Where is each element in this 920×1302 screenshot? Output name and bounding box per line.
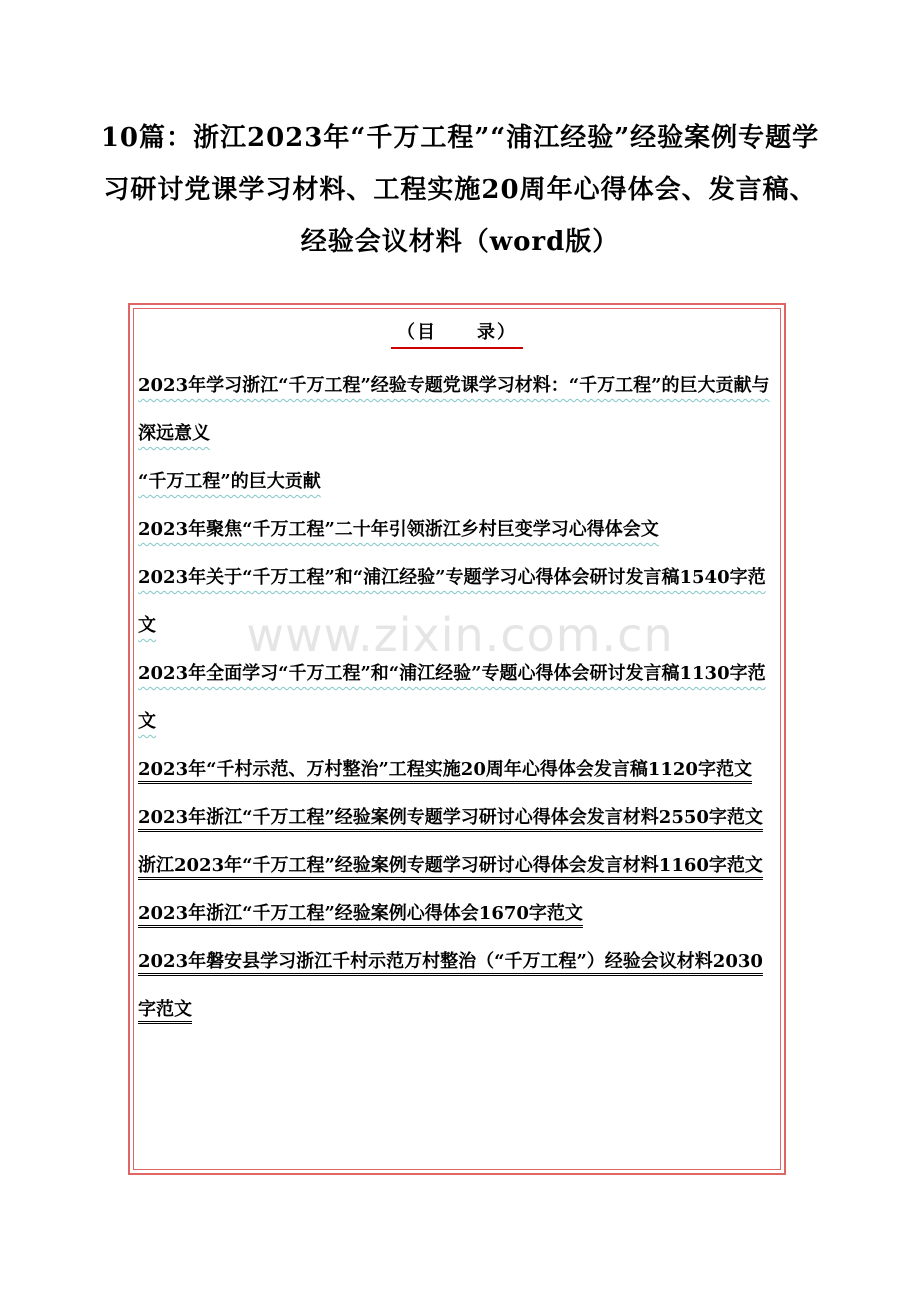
toc-item-6[interactable]: 2023年“千村示范、万村整治”工程实施20周年心得体会发言稿1120字范文 [138, 759, 752, 780]
toc-frame [128, 303, 786, 1175]
toc-heading [130, 319, 784, 349]
toc-heading-text: （目 录） [391, 319, 523, 349]
toc-item-5[interactable]: 2023年全面学习“千万工程”和“浦江经验”专题心得体会研讨发言稿1130字范文 [138, 663, 766, 732]
toc-list [138, 362, 780, 1034]
toc-item-3[interactable]: 2023年聚焦“千万工程”二十年引领浙江乡村巨变学习心得体会文 [138, 519, 659, 540]
watermark: www.zixin.com.cn [246, 608, 674, 662]
toc-item-9[interactable]: 2023年浙江“千万工程”经验案例心得体会1670字范文 [138, 903, 583, 924]
document-title: 10篇：浙江2023年“千万工程”“浦江经验”经验案例专题学习研讨党课学习材料、工程实施20周年心得体会、发言稿、经验会议材料（word版） [100, 123, 820, 257]
toc-item-1[interactable]: 2023年学习浙江“千万工程”经验专题党课学习材料：“千万工程”的巨大贡献与深远意义 [138, 375, 770, 444]
toc-item-8[interactable]: 浙江2023年“千万工程”经验案例专题学习研讨心得体会发言材料1160字范文 [138, 855, 763, 876]
toc-item-10[interactable]: 2023年磐安县学习浙江千村示范万村整治（“千万工程”）经验会议材料2030字范文 [138, 951, 763, 1020]
toc-item-4[interactable]: 2023年关于“千万工程”和“浦江经验”专题学习心得体会研讨发言稿1540字范文 [138, 567, 766, 636]
toc-item-2[interactable]: “千万工程”的巨大贡献 [138, 471, 321, 492]
toc-item-7[interactable]: 2023年浙江“千万工程”经验案例专题学习研讨心得体会发言材料2550字范文 [138, 807, 763, 828]
